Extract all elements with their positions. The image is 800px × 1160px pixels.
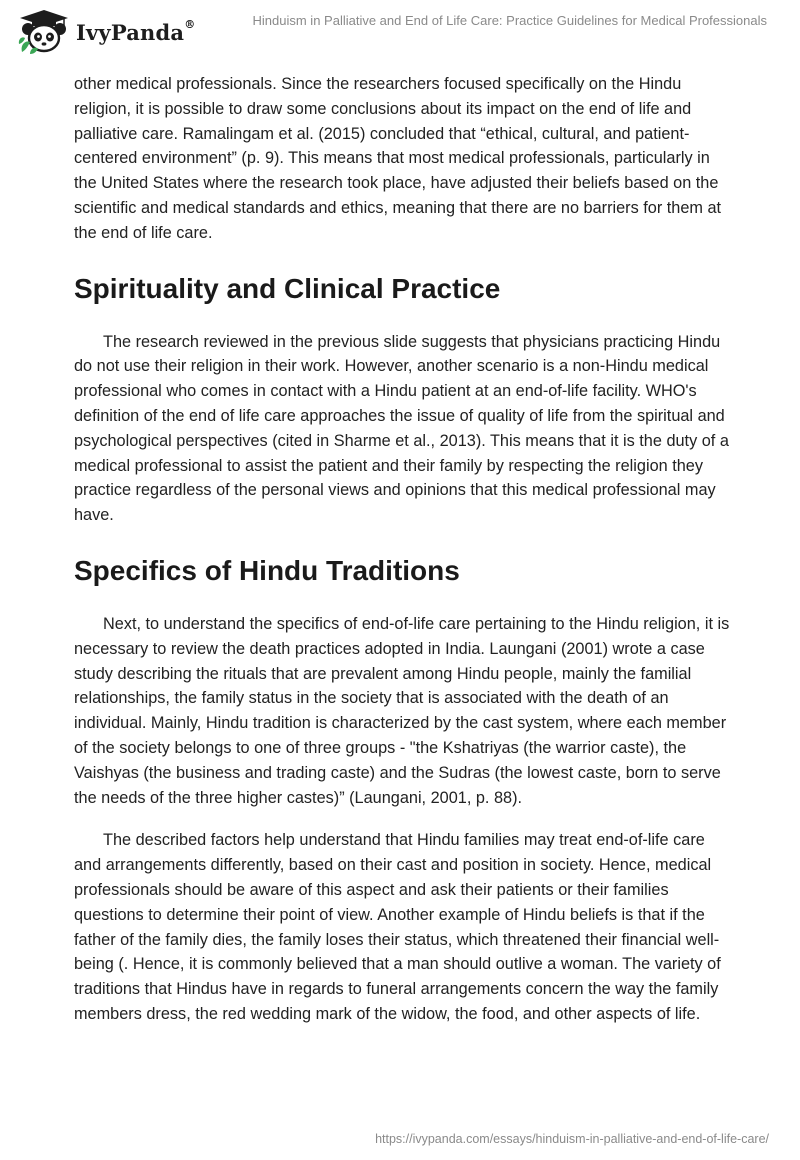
ivypanda-logo[interactable] [14, 8, 195, 56]
essay-body [74, 72, 734, 1045]
intro-paragraph: other medical professionals. Since the researchers focused specifically on the Hindu religion, it is possible to draw some conclusions about its impact on the end of life and palliative care. Ramalingam et al. (2015) concluded that “ethical, cultural, and patient-centered environment” (p. 9). This means that most medical professionals, particularly in the United States where the research took place, have adjusted their beliefs based on the scientific and medical standards and ethics, meaning that there are no barriers for them at the end of life care. [74, 75, 722, 242]
source-url-link[interactable]: https://ivypanda.com/essays/hinduism-in-palliative-and-end-of-life-care/ [375, 1132, 769, 1146]
heading-hindu-traditions: Specifics of Hindu Traditions [74, 554, 460, 586]
page-header [0, 0, 800, 60]
heading-spirituality: Spirituality and Clinical Practice [74, 272, 501, 304]
paragraph: The research reviewed in the previous slide suggests that physicians practicing Hindu do not use their religion in their work. However, another scenario is a non-Hindu medical professional who comes in contact with a Hindu patient at an end-of-life facility. WHO's definition of the end of life care approaches the issue of quality of life from the spiritual and psychological perspectives (cited in Sharme et al., 2013). This means that it is the duty of a medical professional to assist the patient and their family by respecting the religion they practice regardless of the personal views and opinions that this medical professional may have. [74, 332, 729, 525]
panda-logo-icon [14, 8, 70, 56]
paragraph: The described factors help understand that Hindu families may treat end-of-life care and arrangements differently, based on their cast and position in society. Hence, medical professionals should be aware of this aspect and ask their patients or their families questions to determine their point of view. Another example of Hindu beliefs is that if the father of the family dies, the family loses their status, which threatened their financial well-being (. Hence, it is commonly believed that a man should outlive a woman. The variety of traditions that Hindus have in regards to funeral arrangements concern the way the family members dress, the red wedding mark of the widow, the food, and other aspects of life. [74, 831, 721, 1023]
logo-text: IvyPanda® [76, 17, 196, 45]
document-title: Hinduism in Palliative and End of Life Care: Practice Guidelines for Medical Professionals [252, 13, 767, 28]
paragraph: Next, to understand the specifics of end-of-life care pertaining to the Hindu religion, it is necessary to review the death practices adopted in India. Laungani (2001) wrote a case study describing the rituals that are prevalent among Hindu people, mainly the familial relationships, the family status in the society that is associated with the death of an individual. Mainly, Hindu tradition is characterized by the cast system, where each member of the society belongs to one of three groups - "the Kshatriyas (the warrior caste), the Vaishyas (the business and trading caste) and the Sudras (the lowest caste, born to serve the needs of the three higher castes)” (Laungani, 2001, p. 88). [74, 614, 730, 807]
